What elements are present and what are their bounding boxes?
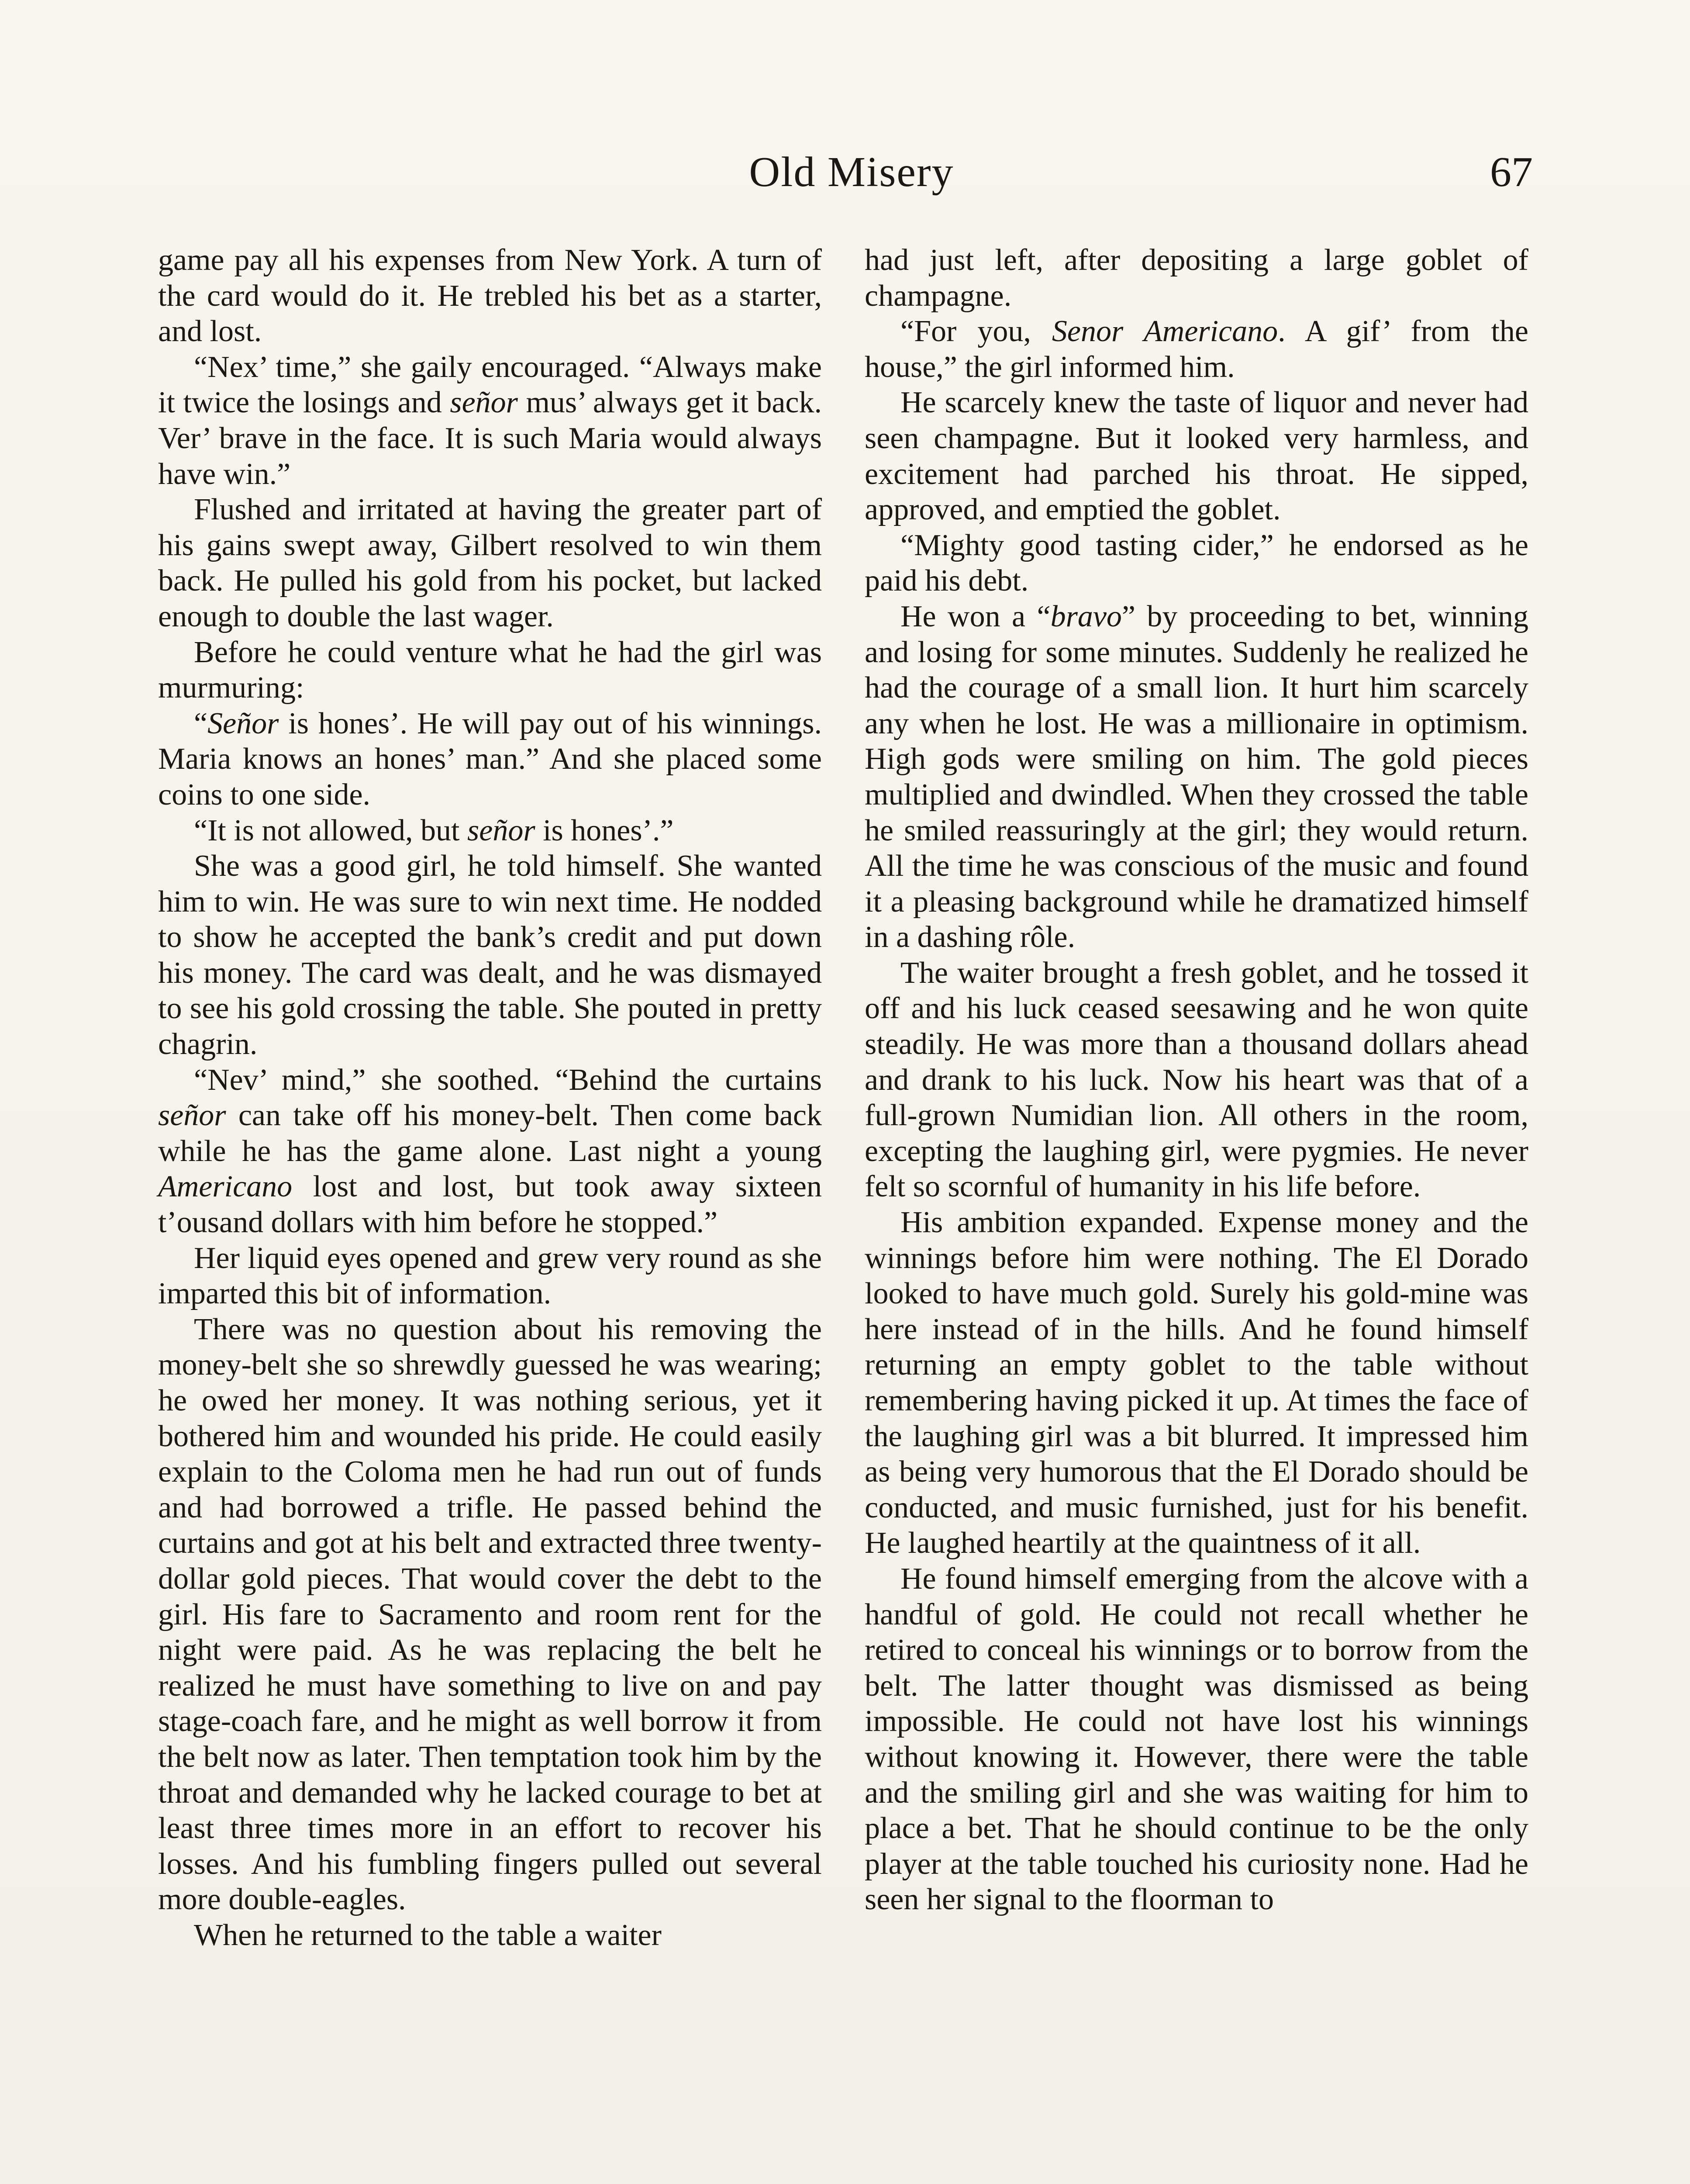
paragraph: “Nev’ mind,” she soothed. “Behind the curtains señor can take off his money-belt. Then come back while he has the game alone. Last night a young Americano lost and lost, but took away sixteen t’ousand dollars with him before he stopped.”: [158, 1063, 822, 1240]
page-number: 67: [1490, 149, 1533, 196]
paragraph: Her liquid eyes opened and grew very round as she imparted this bit of information.: [158, 1241, 822, 1311]
paragraph: There was no question about his removing the money-belt she so shrewdly guessed he was wearing; he owed her money. It was nothing serious, yet it bothered him and wounded his pride. He could easily explain to the Coloma men he had run out of funds and had borrowed a trifle. He passed behind the curtains and got at his belt and extracted three twenty-dollar gold pieces. That would cover the debt to the girl. His fare to Sacramento and room rent for the night were paid. As he was replacing the belt he realized he must have something to live on and pay stage-coach fare, and he might as well borrow it from the belt now as later. Then temptation took him by the throat and demanded why he lacked courage to bet at least three times more in an effort to recover his losses. And his fumbling fingers pulled out several more double-eagles.: [158, 1312, 822, 1917]
paragraph: “Mighty good tasting cider,” he endorsed as he paid his debt.: [865, 528, 1528, 598]
continued-paragraph: game pay all his expenses from New York. A turn of the card would do it. He trebled his bet as a starter, and lost.: [158, 243, 822, 349]
paragraph: “Señor is hones’. He will pay out of his winnings. Maria knows an hones’ man.” And she placed some coins to one side.: [158, 706, 822, 812]
paragraph: Before he could venture what he had the girl was murmuring:: [158, 635, 822, 705]
paragraph: “Nex’ time,” she gaily encouraged. “Always make it twice the losings and señor mus’ always get it back. Ver’ brave in the face. It is such Maria would always have win.”: [158, 350, 822, 491]
left-text-column: [158, 242, 822, 1953]
paragraph: “It is not allowed, but señor is hones’.”: [194, 813, 674, 847]
continued-paragraph: had just left, after depositing a large goblet of champagne.: [865, 243, 1528, 313]
paragraph: “For you, Senor Americano. A gif’ from the house,” the girl informed him.: [865, 314, 1529, 384]
right-text-column: [865, 242, 1528, 1918]
paragraph: He scarcely knew the taste of liquor and never had seen champagne. But it looked very harmless, and excitement had parched his throat. He sipped, approved, and emptied the goblet.: [865, 386, 1528, 527]
paragraph: He won a “bravo” by proceeding to bet, winning and losing for some minutes. Suddenly he realized he had the courage of a small lion. It hurt him scarcely any when he lost. He was a millionaire in optimism. High gods were smiling on him. The gold pieces multiplied and dwindled. When they crossed the table he smiled reassuringly at the girl; they would return. All the time he was conscious of the music and found it a pleasing background while he dramatized himself in a dashing rôle.: [865, 599, 1529, 954]
running-title: Old Misery: [749, 149, 954, 196]
paragraph: When he returned to the table a waiter: [194, 1918, 662, 1952]
paragraph: Flushed and irritated at having the greater part of his gains swept away, Gilbert resolved to win them back. He pulled his gold from his pocket, but lacked enough to double the last wager.: [158, 493, 822, 633]
paragraph: She was a good girl, he told himself. She wanted him to win. He was sure to win next time. He nodded to show he accepted the bank’s credit and put down his money. The card was dealt, and he was dismayed to see his gold crossing the table. She pouted in pretty chagrin.: [158, 849, 822, 1061]
paragraph: He found himself emerging from the alcove with a handful of gold. He could not recall whether he retired to conceal his winnings or to borrow from the belt. The latter thought was dismissed as being impossible. He could not have lost his winnings without knowing it. However, there were the table and the smiling girl and she was waiting for him to place a bet. That he should continue to be the only player at the table touched his curiosity none. Had he seen her signal to the floorman to: [865, 1562, 1528, 1917]
paragraph: His ambition expanded. Expense money and the winnings before him were nothing. The El Dorado looked to have much gold. Surely his gold-mine was here instead of in the hills. And he found himself returning an empty goblet to the table without remembering having picked it up. At times the face of the laughing girl was a bit blurred. It impressed him as being very humorous that the El Dorado should be conducted, and music furnished, just for his benefit. He laughed heartily at the quaintness of it all.: [865, 1206, 1528, 1560]
paragraph: The waiter brought a fresh goblet, and he tossed it off and his luck ceased seesawing and he won quite steadily. He was more than a thousand dollars ahead and drank to his luck. Now his heart was that of a full-grown Numidian lion. All others in the room, excepting the laughing girl, were pygmies. He never felt so scornful of humanity in his life before.: [865, 956, 1528, 1204]
